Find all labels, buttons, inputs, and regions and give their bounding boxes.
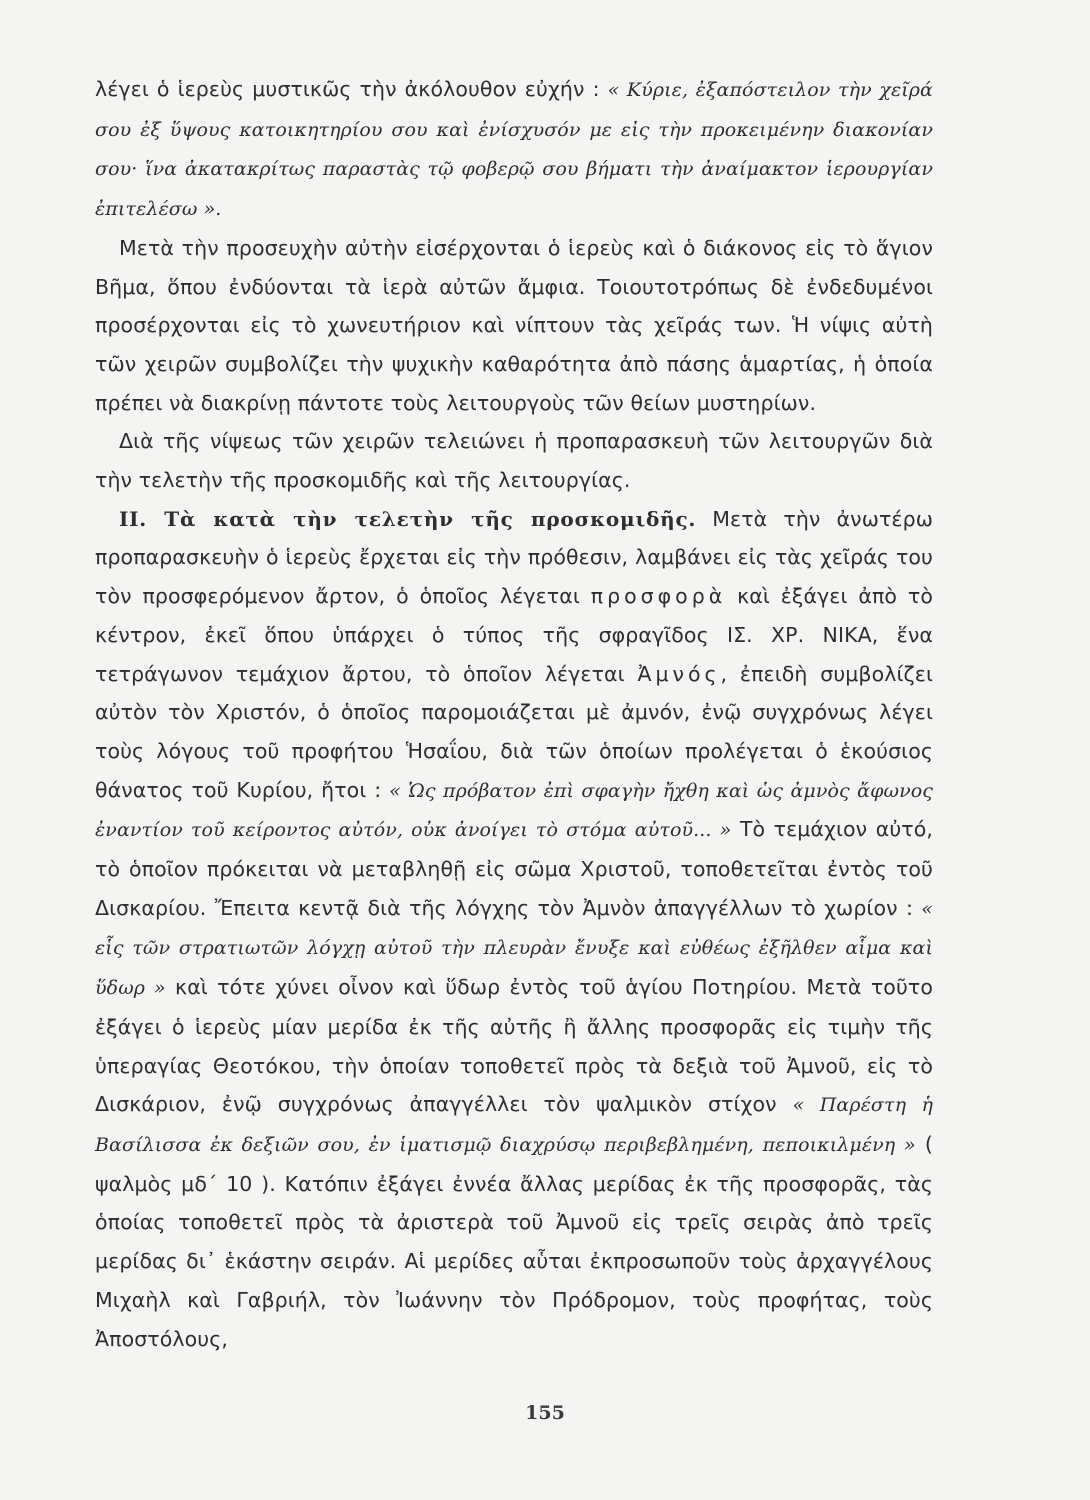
body-text bbox=[95, 70, 933, 1358]
text-run: Μετὰ τὴν προσευχὴν αὐτὴν εἰσέρχονται ὁ ἱερεὺς καὶ ὁ διάκονος εἰς τὸ ἅγιον Βῆμα, ὅπου ἐνδύονται τὰ ἱερὰ αὐτῶν ἄμφια. Τοιουτοτρόπως δὲ ἐνδεδυμένοι προσέρχονται εἰς τὸ χωνευτήριον καὶ νίπτουν τὰς χεῖράς των. Ἡ νίψις αὐτὴ τῶν χειρῶν συμβολίζει τὴν ψυχικὴν καθαρότητα ἀπὸ πάσης ἁμαρτίας, ἡ ὁποία πρέπει νὰ διακρίνῃ πάντοτε τοὺς λειτουργοὺς τῶν θείων μυστηρίων. bbox=[95, 235, 933, 415]
text-quote: « Κύριε, ἐξαπόστειλον τὴν χεῖρά σου ἐξ ὕψους κατοικητηρίου σου καὶ ἐνίσχυσόν με εἰς τὴν προκειμένην διακονίαν σου· ἵνα ἀκατακρίτως παραστὰς τῷ φοβερῷ σου βήματι τὴν ἀναίμακτον ἱερουργίαν ἐπιτελέσω ». bbox=[95, 79, 933, 221]
text-quote: « Παρέστη ἡ Βασίλισσα ἐκ δεξιῶν σου, ἐν ἱματισμῷ διαχρύσῳ περιβεβλημένη, πεποικιλμένη » bbox=[95, 1094, 933, 1156]
text-run: Διὰ τῆς νίψεως τῶν χειρῶν τελειώνει ἡ προπαρασκευὴ τῶν λειτουργῶν διὰ τὴν τελετὴν τῆς προσκομιδῆς καὶ τῆς λειτουργίας. bbox=[95, 429, 933, 493]
paragraph-proskomide bbox=[95, 500, 933, 1358]
text-quote: « Ὡς πρόβατον ἐπὶ σφαγὴν ἤχθη καὶ ὡς ἀμνὸς ἄφωνος ἐναντίον τοῦ κείροντος αὐτόν, οὐκ ἀνοίγει τὸ στόμα αὐτοῦ... » bbox=[95, 779, 933, 842]
text-run: Τὸ τεμάχιον αὐτό, τὸ ὁποῖον πρόκειται νὰ μεταβληθῇ εἰς σῶμα Χριστοῦ, τοποθετεῖται ἐντὸς τοῦ Δισκαρίου. Ἔπειτα κεντᾷ διὰ τῆς λόγχης τὸν Ἀμνὸν ἀπαγγέλλων τὸ χωρίον : bbox=[95, 817, 933, 920]
text-heading: ΙΙ. Τὰ κατὰ τὴν τελετὴν τῆς προσκομιδῆς. bbox=[119, 506, 697, 531]
text-run: Μετὰ τὴν ἀνωτέρω προπαρασκευὴν ὁ ἱερεὺς ἔρχεται εἰς τὴν πρόθεσιν, λαμβάνει εἰς τὰς χεῖράς του τὸν προσφερόμενον ἄρτον, ὁ ὁποῖος λέγεται bbox=[95, 506, 933, 609]
text-run: ( ψαλμὸς μδ΄ 10 ). Κατόπιν ἐξάγει ἐννέα ἄλλας μερίδας ἐκ τῆς προσφορᾶς, τὰς ὁποίας τοποθετεῖ πρὸς τὰ ἀριστερὰ τοῦ Ἀμνοῦ εἰς τρεῖς σειρὰς ἀπὸ τρεῖς μερίδας δι᾿ ἑκάστην σειράν. Αἱ μερίδες αὗται ἐκπροσωποῦν τοὺς ἀρχαγγέλους Μιχαὴλ καὶ Γαβριήλ, τὸν Ἰωάννην τὸν Πρόδρομον, τοὺς προφήτας, τοὺς Ἀποστόλους, bbox=[95, 1131, 933, 1351]
paragraph-prayer bbox=[95, 70, 933, 229]
text-run: καὶ τότε χύνει οἶνον καὶ ὕδωρ ἐντὸς τοῦ ἁγίου Ποτηρίου. Μετὰ τοῦτο ἐξάγει ὁ ἱερεὺς μίαν μερίδα ἐκ τῆς αὐτῆς ἢ ἄλλης προσφορᾶς εἰς τιμὴν τῆς ὑπεραγίας Θεοτόκου, τὴν ὁποίαν τοποθετεῖ πρὸς τὰ δεξιὰ τοῦ Ἀμνοῦ, εἰς τὸ Δισκάριον, ἐνῷ συγχρόνως ἀπαγγέλλει τὸν ψαλμικὸν στίχον bbox=[95, 975, 933, 1117]
paragraph-washing bbox=[95, 422, 933, 499]
text-quote: « εἷς τῶν στρατιωτῶν λόγχῃ αὐτοῦ τὴν πλευρὰν ἔνυξε καὶ εὐθέως ἐξῆλθεν αἷμα καὶ ὕδωρ » bbox=[95, 897, 933, 1000]
text-spaced: Ἀμνός bbox=[637, 661, 721, 686]
text-run: , ἐπειδὴ συμβολίζει αὐτὸν τὸν Χριστόν, ὁ ὁποῖος παρομοιάζεται μὲ ἀμνόν, ἐνῷ συγχρόνως λέγει τοὺς λόγους τοῦ προφήτου Ἡσαΐου, διὰ τῶν ὁποίων προλέγεται ὁ ἑκούσιος θάνατος τοῦ Κυρίου, ἤτοι : bbox=[95, 661, 933, 802]
text-run: λέγει ὁ ἱερεὺς μυστικῶς τὴν ἀκόλουθον εὐχήν : bbox=[95, 77, 608, 101]
text-run: καὶ ἐξάγει ἀπὸ τὸ κέντρον, ἐκεῖ ὅπου ὑπάρχει ὁ τύπος τῆς σφραγῖδος ΙΣ. ΧΡ. ΝΙΚΑ, ἕνα τετράγωνον τεμάχιον ἄρτου, τὸ ὁποῖον λέγεται bbox=[95, 584, 934, 686]
paragraph-vesting bbox=[95, 229, 933, 423]
page-number: 155 bbox=[525, 1402, 565, 1424]
text-spaced: προσφορὰ bbox=[590, 584, 727, 609]
